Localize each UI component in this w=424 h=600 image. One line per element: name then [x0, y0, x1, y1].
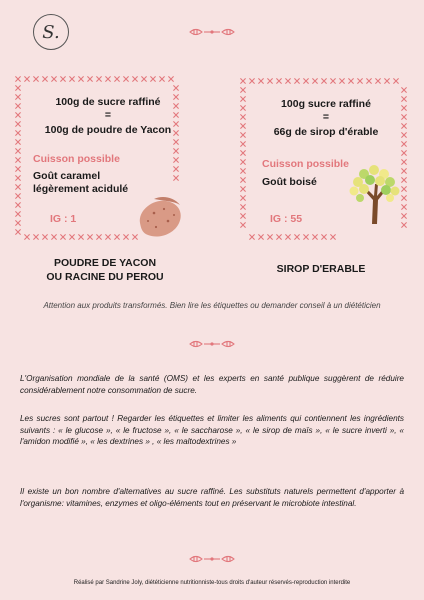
ornament-divider-middle: [188, 337, 236, 351]
equals-sign: =: [322, 111, 330, 123]
yacon-equation: [22, 96, 194, 137]
yacon-taste: [33, 170, 128, 195]
maple-tree-icon: [344, 162, 404, 226]
maple-ig: IG : 55: [270, 213, 303, 225]
paragraph-oms: L'Organisation mondiale de la santé (OMS) et les experts en santé publique suggèrent de réduire considérablement notre consommation de sucre.: [20, 374, 404, 395]
maple-taste: Goût boisé: [262, 176, 317, 188]
logo-letter: S.: [42, 21, 60, 43]
yacon-cooking: Cuisson possible: [33, 153, 120, 165]
equation-top: 100g sucre raffiné: [281, 98, 371, 110]
advice-note: Attention aux produits transformés. Bien lire les étiquettes ou demander conseil à un diététicien: [43, 301, 381, 310]
equation-bottom: 100g de poudre de Yacon: [44, 124, 172, 136]
footer-credit: Réalisé par Sandrine Joly, diététicienne nutritionniste-tous droits d'auteur réservés-reproduction interdite: [73, 580, 351, 586]
taste-line2: légèrement acidulé: [33, 182, 129, 195]
equation-bottom: 66g de sirop d'érable: [273, 126, 379, 138]
equation-top: 100g de sucre raffiné: [55, 96, 161, 108]
name-line1: POUDRE DE YACON: [53, 257, 157, 269]
taste-line1: Goût caramel: [33, 170, 101, 182]
name-line2: OU RACINE DU PEROU: [46, 271, 164, 283]
ornament-divider-bottom: [188, 552, 236, 566]
yacon-root-icon: [134, 193, 186, 241]
yacon-name: [12, 256, 198, 284]
maple-equation: [240, 98, 412, 139]
equals-sign: =: [104, 109, 112, 121]
paragraph-alternatives: Il existe un bon nombre d'alternatives au sucre raffiné. Les substituts naturels permettent d'apporter à l'organisme: vitamines, enzymes et oligo-éléments tout en préservant le microbiote intestinal.: [20, 487, 404, 508]
yacon-ig: IG : 1: [50, 213, 77, 225]
maple-cooking: Cuisson possible: [262, 158, 349, 170]
paragraph-sugars: Les sucres sont partout ! Regarder les étiquettes et limiter les aliments qui contiennent les ingrédients suivants : « le glucose », « le fructose », « le saccharose », « le sirop de maïs », « le sucre inverti », « l'amidon modifié », « les dextrines » , « les maltodextrines »: [20, 414, 404, 447]
maple-name: SIROP D'ERABLE: [276, 263, 366, 275]
